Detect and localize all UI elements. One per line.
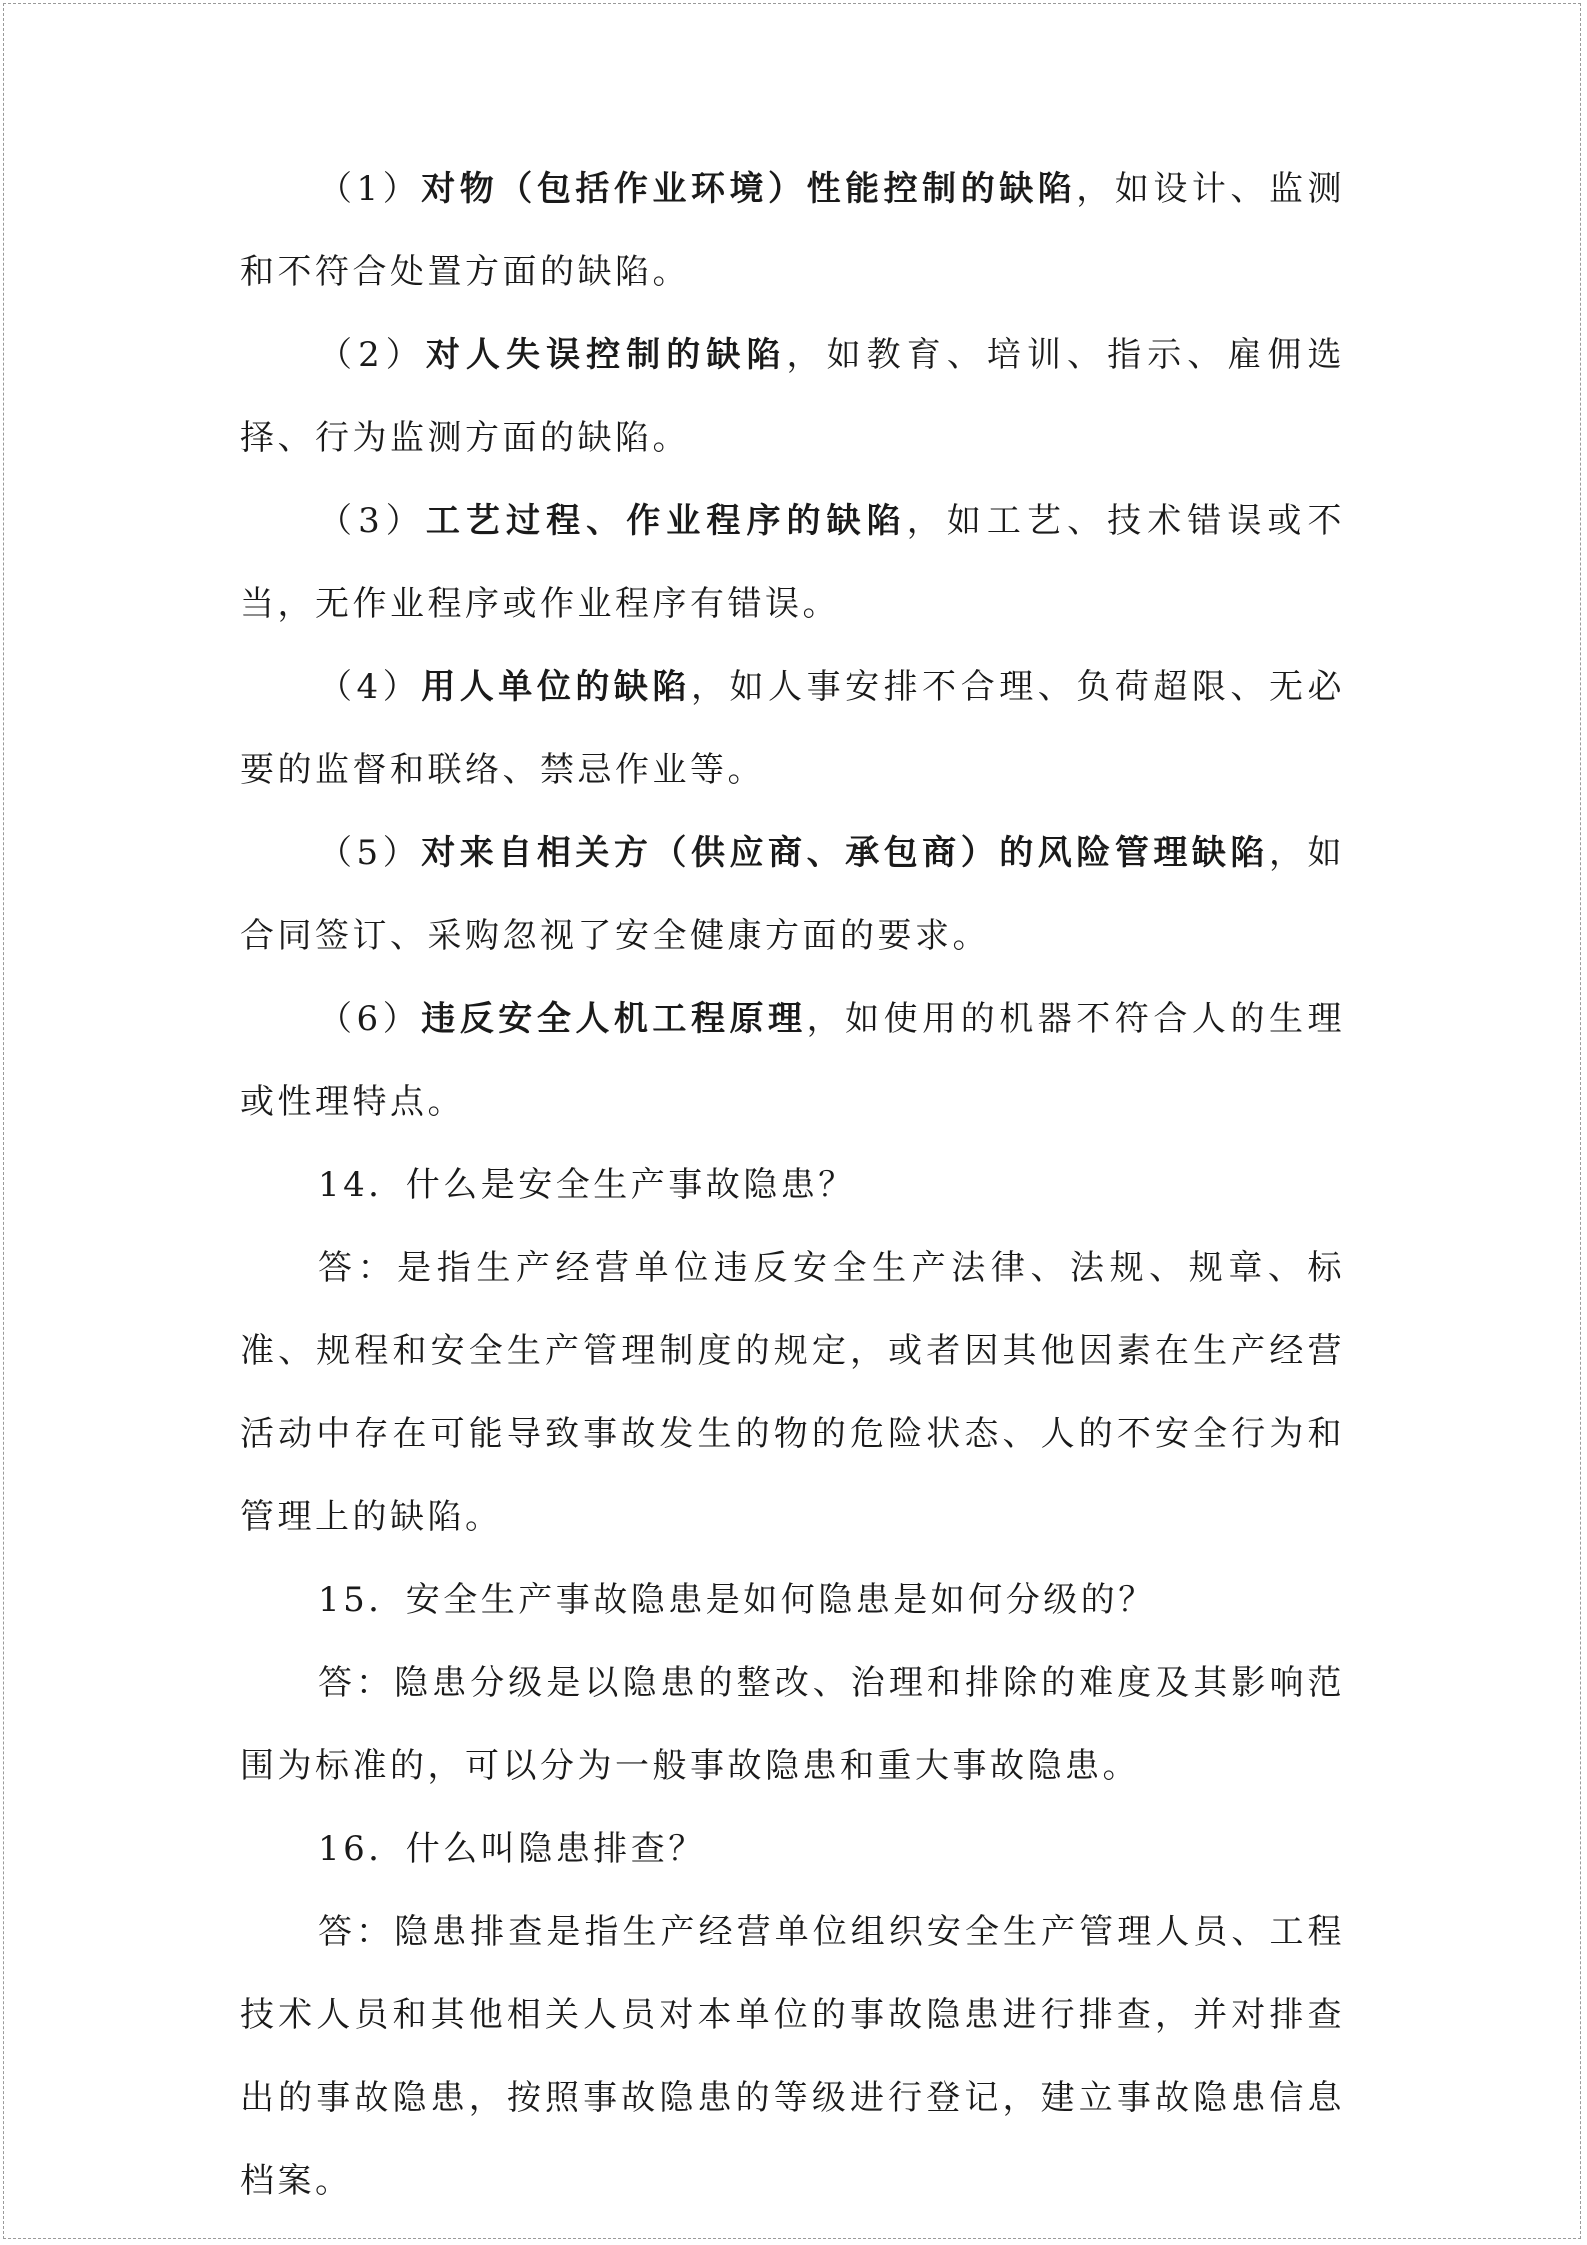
document-body: [240, 148, 1345, 2223]
list-item-6: [240, 978, 1345, 1144]
item-number: （5）: [318, 833, 422, 873]
item-heading: 违反安全人机工程原理: [421, 999, 807, 1039]
item-text: ，如工艺、技术错误或不当，无作业程序或作业程序有错误。: [240, 501, 1346, 624]
answer-16: 答：隐患排查是指生产经营单位组织安全生产管理人员、工程技术人员和其他相关人员对本单位的事故隐患进行排查，并对排查出的事故隐患，按照事故隐患的等级进行登记，建立事故隐患信息档案。: [240, 1912, 1345, 2201]
item-heading: 对人失误控制的缺陷: [425, 335, 787, 375]
item-number: （6）: [318, 999, 422, 1039]
question-15: 15．安全生产事故隐患是如何隐患是如何分级的？: [318, 1580, 1156, 1620]
item-heading: 对物（包括作业环境）性能控制的缺陷: [421, 169, 1077, 209]
item-text: ，如设计、监测和不符合处置方面的缺陷。: [240, 169, 1345, 292]
item-heading: 工艺过程、作业程序的缺陷: [425, 501, 907, 541]
item-number: （2）: [318, 335, 426, 375]
item-number: （1）: [318, 169, 422, 209]
item-heading: 用人单位的缺陷: [421, 667, 691, 707]
item-text: ，如人事安排不合理、负荷超限、无必要的监督和联络、禁忌作业等。: [240, 667, 1345, 790]
answer-15: 答：隐患分级是以隐患的整改、治理和排除的难度及其影响范围为标准的，可以分为一般事故隐患和重大事故隐患。: [240, 1663, 1345, 1786]
item-text: ，如使用的机器不符合人的生理或性理特点。: [240, 999, 1346, 1122]
item-text: ，如合同签订、采购忽视了安全健康方面的要求。: [240, 833, 1346, 956]
answer-14: 答：是指生产经营单位违反安全生产法律、法规、规章、标准、规程和安全生产管理制度的规定，或者因其他因素在生产经营活动中存在可能导致事故发生的物的危险状态、人的不安全行为和管理上的缺陷。: [240, 1248, 1345, 1537]
item-number: （3）: [318, 501, 426, 541]
question-14: 14．什么是安全生产事故隐患？: [318, 1165, 856, 1205]
list-item-4: [240, 646, 1345, 812]
question-16: 16．什么叫隐患排查？: [318, 1829, 706, 1869]
item-text: ，如教育、培训、指示、雇佣选择、行为监测方面的缺陷。: [240, 335, 1345, 458]
item-heading: 对来自相关方（供应商、承包商）的风险管理缺陷: [421, 833, 1269, 873]
list-item-2: [240, 314, 1345, 480]
list-item-1: [240, 148, 1345, 314]
item-number: （4）: [318, 667, 422, 707]
list-item-5: [240, 812, 1345, 978]
list-item-3: [240, 480, 1345, 646]
